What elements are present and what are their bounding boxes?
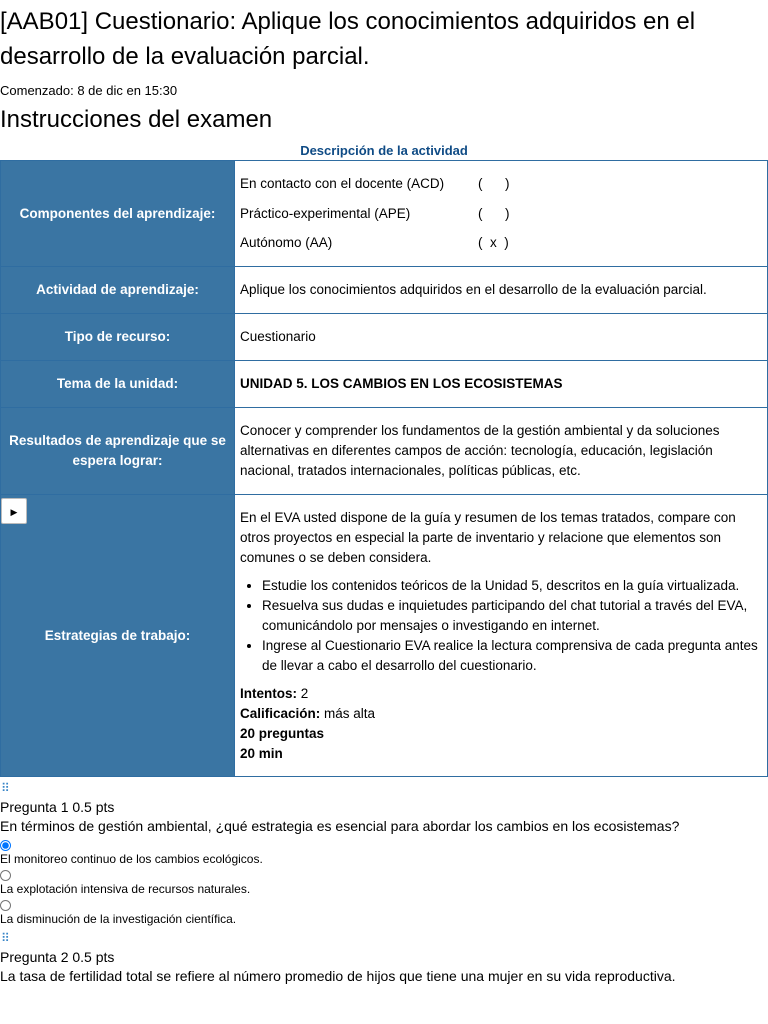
strategies-label: Estrategias de trabajo: — [44, 627, 191, 643]
grading-label: Calificación: — [240, 705, 321, 721]
table-row — [1, 267, 768, 314]
activity-label: Actividad de aprendizaje: — [1, 267, 235, 314]
component-name: En contacto con el docente (ACD) — [240, 176, 445, 191]
answer-radio[interactable] — [0, 900, 11, 911]
table-row — [1, 161, 768, 267]
table-row — [1, 314, 768, 361]
answer-label[interactable]: El monitoreo continuo de los cambios ecológicos. — [0, 852, 263, 866]
table-row — [1, 361, 768, 408]
grading-line — [240, 704, 761, 724]
question-2-header: Pregunta 2 0.5 pts — [0, 949, 115, 965]
component-line — [240, 169, 761, 199]
question-1-option[interactable] — [0, 840, 768, 866]
results-value: Conocer y comprender los fundamentos de la gestión ambiental y da soluciones alternativas en diferentes campos de acción: tecnología, educación, legislación nacional, tratados internacionales, políticas públicas, etc. — [235, 408, 768, 495]
activity-description-table — [0, 160, 768, 777]
strategies-cell — [235, 495, 768, 777]
grading-value: más alta — [324, 705, 376, 721]
theme-label: Tema de la unidad: — [1, 361, 235, 408]
answer-radio[interactable] — [0, 870, 11, 881]
attempts-value: 2 — [300, 685, 309, 701]
list-item: • Ingrese al Cuestionario EVA realice la lectura comprensiva de cada pregunta antes de llevar a cabo el desarrollo del cuestionario. — [262, 636, 761, 676]
list-item: • Estudie los contenidos teóricos de la Unidad 5, descritos en la guía virtualizada. — [262, 576, 761, 596]
answer-radio[interactable] — [0, 840, 11, 851]
component-name: Práctico-experimental (APE) — [240, 205, 411, 221]
started-timestamp: Comenzado: 8 de dic en 15:30 — [0, 83, 178, 98]
component-line — [240, 228, 761, 258]
time-limit: 20 min — [240, 745, 283, 761]
resource-label: Tipo de recurso: — [1, 314, 235, 361]
results-label: Resultados de aprendizaje que se espera lograr: — [1, 408, 235, 495]
drag-handle-icon[interactable]: ⠿ — [1, 931, 8, 945]
question-1-text: En términos de gestión ambiental, ¿qué estrategia es esencial para abordar los cambios en los ecosistemas? — [0, 818, 680, 834]
play-icon[interactable]: ▶ — [1, 498, 27, 524]
component-mark: ( x ) — [478, 235, 509, 250]
component-line — [240, 199, 761, 229]
questions-count: 20 preguntas — [240, 725, 325, 741]
activity-value: Aplique los conocimientos adquiridos en el desarrollo de la evaluación parcial. — [235, 267, 768, 314]
theme-value: UNIDAD 5. LOS CAMBIOS EN LOS ECOSISTEMAS — [235, 361, 768, 408]
table-caption: Descripción de la actividad — [300, 143, 468, 158]
attempts-line — [240, 684, 761, 704]
question-1-option[interactable] — [0, 900, 768, 926]
strategies-list — [240, 576, 761, 676]
component-name: Autónomo (AA) — [240, 235, 333, 250]
answer-label[interactable]: La disminución de la investigación científica. — [0, 912, 237, 926]
strategies-intro: En el EVA usted dispone de la guía y resumen de los temas tratados, compare con otros proyectos en especial la parte de inventario y relacione que elementos son comunes o se deben considera. — [240, 509, 736, 565]
table-row — [1, 408, 768, 495]
resource-value: Cuestionario — [235, 314, 768, 361]
drag-handle-icon[interactable]: ⠿ — [1, 781, 8, 795]
question-2-text: La tasa de fertilidad total se refiere al número promedio de hijos que tiene una mujer en su vida reproductiva. — [0, 968, 676, 984]
components-cell — [235, 161, 768, 267]
component-mark: ( ) — [478, 205, 510, 221]
question-1-option[interactable] — [0, 870, 768, 896]
page-title: [AAB01] Cuestionario: Aplique los conocimientos adquiridos en el desarrollo de la evaluación parcial. — [0, 8, 696, 70]
strategies-label-cell — [1, 495, 235, 777]
instructions-heading: Instrucciones del examen — [0, 106, 273, 133]
attempts-label: Intentos: — [240, 685, 297, 701]
question-1-header: Pregunta 1 0.5 pts — [0, 799, 115, 815]
list-item: • Resuelva sus dudas e inquietudes participando del chat tutorial a través del EVA, comunicándolo por mensajes o investigando en internet. — [262, 596, 761, 636]
table-row — [1, 495, 768, 777]
components-label: Componentes del aprendizaje: — [1, 161, 235, 267]
answer-label[interactable]: La explotación intensiva de recursos naturales. — [0, 882, 251, 896]
component-mark: ( ) — [478, 176, 510, 191]
